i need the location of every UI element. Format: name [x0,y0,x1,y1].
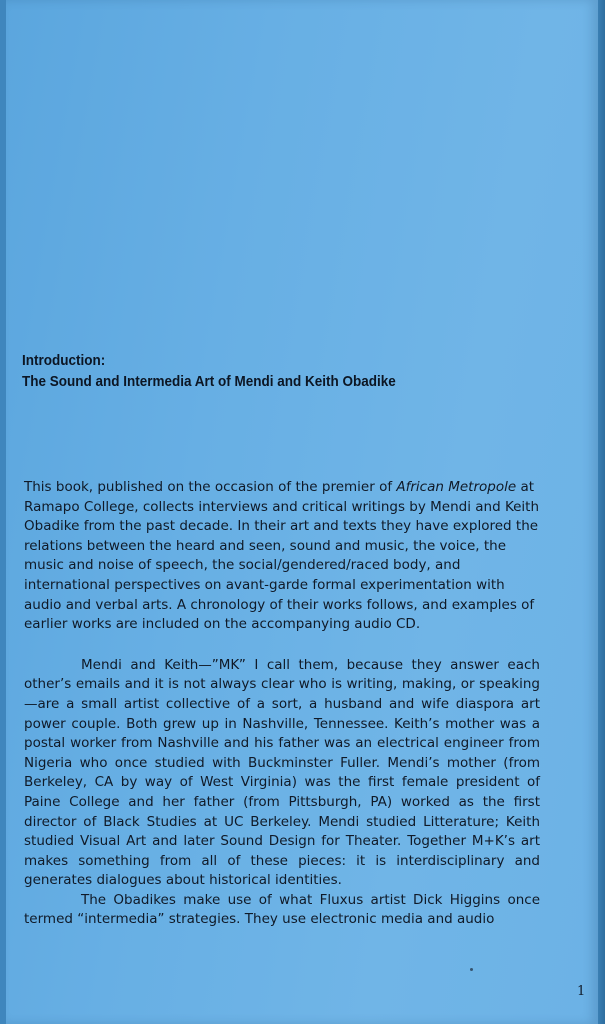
chapter-heading [22,350,508,392]
paragraph-2: Mendi and Keith—”MK” I call them, because they answer each other’s emails and it is not always clear who is writing, making, or speaking—are a small artist collective of a sort, a husband and wife diaspora art power couple. Both grew up in Nashville, Tennessee. Keith’s mother was a postal worker from Nashville and his father was an electrical engineer from Nigeria who once studied with Buckminster Fuller. Mendi’s mother (from Berkeley, CA by way of West Virginia) was the first female president of Paine College and her father (from Pittsburgh, PA) worked as the first director of Black Studies at UC Berkeley. Mendi studied Litterature; Keith studied Visual Art and later Sound Design for Theater. Together M+K’s art makes something from all of these pieces: it is interdisciplinary and generates dialogues about historical identities. [24,656,540,889]
page-edge [598,0,605,1024]
page-number: 1 [577,984,586,999]
paragraph-1-lead: This book, published on the occasion of the premier of [24,479,397,495]
heading-line-title: The Sound and Intermedia Art of Mendi and Keith Obadike [22,373,396,390]
body-text [24,478,540,930]
paragraph-3: The Obadikes make use of what Fluxus artist Dick Higgins once termed “intermedia” strategies. They use electronic media and audio [24,891,540,928]
italic-title-african-metropole: African Metropole [396,479,517,495]
print-speck [470,968,473,971]
paragraph-1 [24,478,540,635]
heading-line-introduction: Introduction: [22,352,106,369]
paragraph-1-rest: at Ramapo College, collects interviews and critical writings by Mendi and Keith Obadike from the past decade. In their art and texts they have explored the relations between the heard and seen, sound and music, the voice, the music and noise of speech, the social/gendered/raced body, and international perspectives on avant-garde formal experimentation with audio and verbal arts. A chronology of their works follows, and examples of earlier works are included on the accompanying audio CD. [24,479,540,633]
